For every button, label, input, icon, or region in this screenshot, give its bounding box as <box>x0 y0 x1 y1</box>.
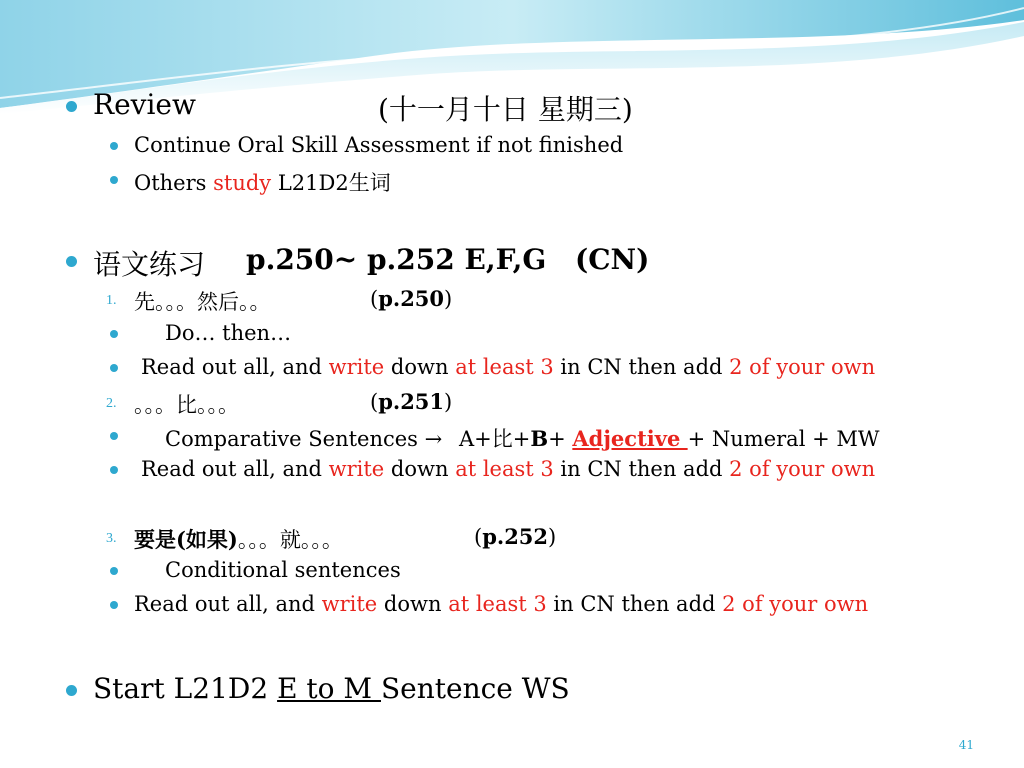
pattern-bi <box>134 389 453 419</box>
page-ref: (p.251) <box>370 389 453 414</box>
section-number: 2. <box>106 396 117 411</box>
practice-cn: (CN) <box>575 243 650 276</box>
section-number: 1. <box>106 293 117 308</box>
bullet-icon <box>110 432 118 440</box>
bullet-icon <box>66 101 77 112</box>
bullet-icon <box>110 466 118 474</box>
bullet-icon <box>110 176 118 184</box>
comparative-formula <box>165 423 879 453</box>
pattern-yaoshi-jiu <box>134 524 557 554</box>
bullet-icon <box>110 601 118 609</box>
pattern-bold: 要是(如果) <box>134 527 238 552</box>
bullet-icon <box>110 142 118 150</box>
practice-heading <box>93 243 650 283</box>
worksheet-link[interactable]: E to M <box>277 672 381 705</box>
section-number: 3. <box>106 531 117 546</box>
start-worksheet-line <box>93 672 570 705</box>
bullet-icon <box>110 330 118 338</box>
meaning-conditional: Conditional sentences <box>165 558 401 582</box>
practice-title: 语文练习 <box>93 248 206 281</box>
arrow-right-icon: → <box>424 427 443 451</box>
others-study-item <box>134 167 391 197</box>
formula-rest: + Numeral + MW <box>687 427 880 451</box>
formula-a: A+比+ <box>458 427 531 451</box>
readout-instruction-1: Read out all, and write down at least 3 in CN then add 2 of your own <box>141 355 876 379</box>
readout-instruction-3: Read out all, and write down at least 3 in CN then add 2 of your own <box>134 592 869 616</box>
review-date: (十一月十日 星期三) <box>378 93 633 126</box>
bullet-icon <box>66 256 77 267</box>
formula-plus: + <box>548 427 573 451</box>
page-ref: (p.250) <box>370 286 453 311</box>
others-prefix: Others <box>134 171 214 195</box>
start-suffix: Sentence WS <box>380 672 570 705</box>
page-number: 41 <box>958 738 974 752</box>
practice-pages: p.250~ p.252 E,F,G <box>246 243 547 276</box>
page-ref: (p.252) <box>474 524 557 549</box>
readout-instruction-2: Read out all, and write down at least 3 in CN then add 2 of your own <box>141 457 876 481</box>
pattern-rest: 。。。就。。。 <box>237 528 343 552</box>
others-suffix: L21D2生词 <box>271 171 391 195</box>
review-line <box>93 88 633 126</box>
comparative-label: Comparative Sentences <box>165 427 418 451</box>
formula-adjective: Adjective <box>572 426 688 451</box>
formula-b: B <box>530 426 549 451</box>
bullet-icon <box>66 685 77 696</box>
pattern-text: 先。。。然后。。 <box>134 290 271 314</box>
review-label: Review <box>93 88 196 121</box>
pattern-text: 。。。比。。。 <box>134 393 239 417</box>
start-prefix: Start L21D2 <box>93 672 278 705</box>
oral-assessment-item: Continue Oral Skill Assessment if not finished <box>134 133 624 157</box>
pattern-xian-ranhou <box>134 286 453 316</box>
bullet-icon <box>110 567 118 575</box>
bullet-icon <box>110 364 118 372</box>
study-word: study <box>213 171 272 195</box>
meaning-do-then: Do… then… <box>165 321 292 345</box>
